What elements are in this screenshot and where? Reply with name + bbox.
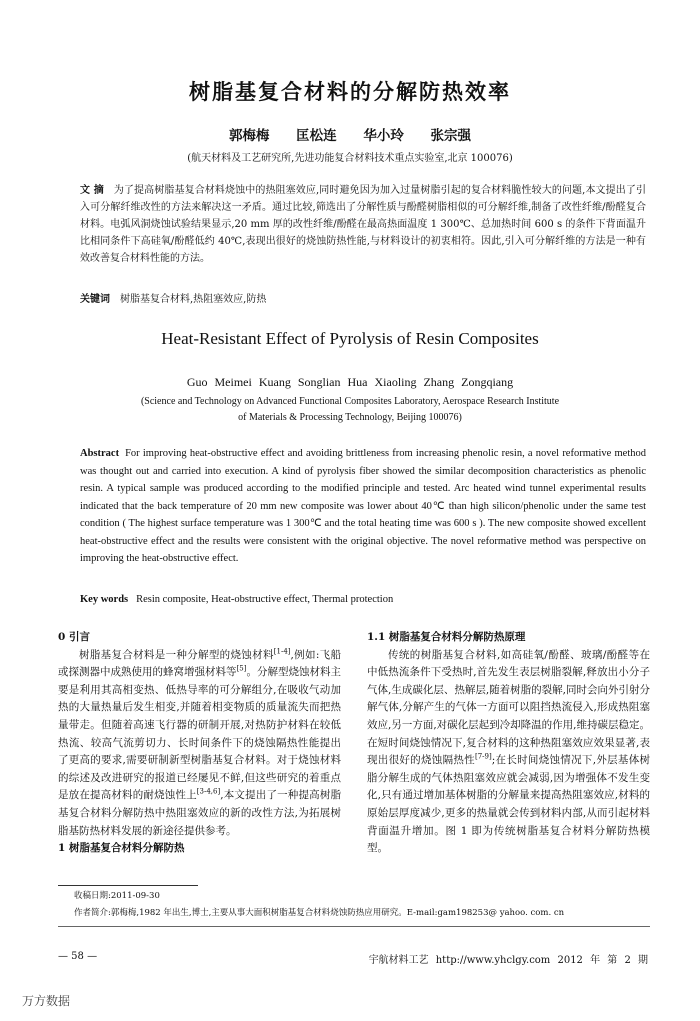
- citation: [5]: [236, 664, 247, 673]
- english-keywords-label: Key words: [80, 594, 129, 605]
- section-0-heading: 0 引言: [58, 631, 90, 643]
- chinese-abstract-label: 文 摘: [80, 185, 104, 196]
- text-run: ;在长时间烧蚀情况下,外层基体树脂分解生成的气体热阻塞效应就会减弱,因为增强体不发生变化,只有通过增加基体树脂的分解量来提高热阻塞效应,材料的原始层厚度减少,更多的热量就会传到材料内部,从而引起材料背面温升增加。图 1 即为传统树脂基复合材料分解防热模型。: [367, 754, 651, 855]
- text-run: 传统的树脂基复合材料,如高硅氧/酚醛、玻璃/酚醛等在中低热流条件下受热时,首先发生表层树脂裂解,释放出小分子气体,生成碳化层、热解层,随着树脂的裂解,同时会向外引射分解气体,分解产生的气体一方面可以阻挡热流侵入,形成热阻塞效应,另一方面,对碳化层起到冷却降温的作用,维持碳层稳定。在短时间烧蚀情况下,复合材料的这种热阻塞效应效果显著,表现出很好的烧蚀隔热性: [367, 648, 651, 767]
- chinese-abstract-text: 为了提高树脂基复合材料烧蚀中的热阻塞效应,同时避免因为加入过量树脂引起的复合材料脆性较大的问题,本文提出了引入可分解纤维改性的方法来解决这一矛盾。通过比较,筛选出了分解性质与酚醛树脂相似的可分解纤维,制备了改性纤维/酚醛复合材料。电弧风洞烧蚀试验结果显示,20 mm 厚的改性纤维/酚醛在最高热面温度 1 300℃、总加热时间 600 s 的条件下背面温升比相同条件下高硅氧/酚醛低约 40℃,表现出很好的烧蚀防热性能,与材料设计的初衷相符。因此,引入可分解纤维的方法是一种有效改善复合材料性能的方法。: [80, 185, 646, 264]
- text-run: ,本文提出了一种提高树脂基复合材料分解防热中热阻塞效应的新的改性方法,为拓展树脂基防热材料发展的新途径提供参考。: [58, 789, 341, 837]
- english-affiliation: [0, 394, 700, 426]
- chinese-keywords-text: 树脂基复合材料,热阻塞效应,防热: [120, 294, 267, 305]
- english-affiliation-line1: (Science and Technology on Advanced Functional Composites Laboratory, Aerospace Research Institute: [140, 396, 560, 407]
- watermark: 万方数据: [22, 994, 71, 1008]
- english-title: Heat-Resistant Effect of Pyrolysis of Resin Composites: [161, 329, 539, 348]
- english-abstract-label: Abstract: [80, 448, 120, 459]
- body-column-left: [58, 629, 341, 858]
- section-1-heading: 1 树脂基复合材料分解防热: [58, 842, 185, 855]
- section-1-1-paragraph: [367, 647, 650, 858]
- chinese-authors: 郭梅梅 匡松连 华小玲 张宗强: [228, 128, 472, 144]
- text-run: 。分解型烧蚀材料主要是利用其高相变热、低热导率的可分解组分,在吸收气动加热的大量热量后发生相变,并随着相变物质的质量流失而把热量带走。但随着高速飞行器的研制开展,对热防护材料在较低热流、较高气流剪切力、长时间条件下的烧蚀隔热性能提出了更高的要求,需要研制新型树脂基复合材料。对于烧蚀材料的综述及改进研究的报道已经屡见不鲜,但这些研究的着重点是放在提高材料的耐烧蚀性上: [58, 666, 342, 802]
- page-footer-rule: [58, 926, 650, 927]
- footnote-received: 收稿日期:2011-09-30: [74, 891, 160, 901]
- english-affiliation-line2: of Materials & Processing Technology, Beijing 100076): [238, 412, 462, 423]
- citation: [3-4,6]: [196, 787, 221, 796]
- english-abstract: [80, 445, 646, 568]
- section-0-paragraph: [58, 647, 341, 841]
- chinese-keywords: [80, 290, 646, 305]
- section-1-1-heading: 1.1 树脂基复合材料分解防热原理: [367, 631, 526, 643]
- text-run: ,例如:飞船或探测器中成熟使用的蜂窝增强材料等: [58, 648, 341, 679]
- english-keywords-text: Resin composite, Heat-obstructive effect, Thermal protection: [136, 594, 394, 605]
- body-column-right: [367, 629, 650, 858]
- chinese-keywords-label: 关键词: [80, 294, 110, 305]
- text-run: 树脂基复合材料是一种分解型的烧蚀材料: [79, 648, 274, 661]
- page-number: — 58 —: [58, 951, 98, 962]
- citation: [1-4]: [273, 647, 291, 656]
- citation: [7-9]: [474, 752, 492, 761]
- english-abstract-text: For improving heat-obstructive effect and avoiding brittleness from increasing phenolic resin, a novel reformative method was thought out and carried into execution. A kind of pyrolysis fiber showed the similar decomposition characteristics as phenolic resin. A typical sample was produced according to the modified principle and tested. Arc heated wind tunnel experimental results indicated that the back temperature of 20 mm new composite was lower about 40℃ than high silicon/phenolic under the same test condition ( The highest surface temperature was 1 300℃ and the total heating time was 600 s ). The new composite showed excellent heat-obstructive effect and the results were consistent with the original objective. The novel reformative method was perspective on improving the heat-obstructive effect.: [80, 448, 646, 564]
- english-keywords: [80, 594, 646, 605]
- chinese-abstract: [80, 182, 646, 267]
- footnote-divider: [58, 885, 198, 886]
- chinese-title: 树脂基复合材料的分解防热效率: [189, 79, 511, 104]
- english-authors: Guo Meimei Kuang Songlian Hua Xiaoling Zhang Zongqiang: [186, 375, 514, 389]
- chinese-affiliation: (航天材料及工艺研究所,先进功能复合材料技术重点实验室,北京 100076): [187, 153, 513, 164]
- footnote-author-bio: 作者简介:郭梅梅,1982 年出生,博士,主要从事大面积树脂基复合材料烧蚀防热应用研究。E-mail:gam198253@ yahoo. com. cn: [74, 908, 565, 918]
- journal-info: 宇航材料工艺 http://www.yhclgy.com 2012 年 第 2 期: [368, 955, 648, 966]
